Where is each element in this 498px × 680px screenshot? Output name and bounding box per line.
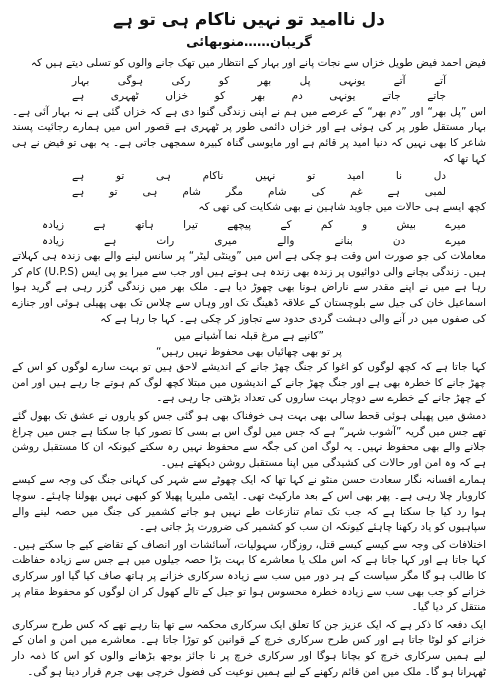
paragraph: ایک دفعہ کا ذکر ہے کہ ایک عزیز جن کا تعلق ایک سرکاری محکمہ سے تھا بتا رہے تھے کہ کس طرح سرکاری خزانے کو لوٹا جاتا ہے اور کس طرح سرکاری خرچ کے قوانین کو توڑا جاتا ہے۔ معاشرے میں امن و امان کے لیے ہمیں سرکاری خرچ کو بچانا ہوگا اور سرکاری خرچ پر نا جائز بوجھ بڑھانے والوں کو اس کا ذمہ دار ٹھہرانا ہو گا۔ ملک میں امن قائم رکھنے کے لیے ہمیں نوعیت کی فضول خرچی بھی جرم قرار دینا ہو گی۔	[12, 618, 486, 678]
paragraph: اس ”پل بھر“ اور ”دم بھر“ کے عرصے میں ہم نے اپنی زندگی گنوا دی ہے کہ خزاں گئی ہے نہ بہار آئی ہے۔ بہار مستقل طور پر کی ہوئی ہے اور خزاں دائمی طور پر ٹھہری ہے قصور اس میں ہمارے رجائیت پسند شاعر کا بھی نہیں کہ دنیا امید پر قائم ہے اور مایوسی گناہ کبیرہ سمجھی جاتی ہے۔ یہ بھی تو فیض نے ہی کہا تھا کہ	[12, 105, 486, 165]
verse-line: پر تو بھی چھائیاں بھی محفوظ نہیں رہیں“	[156, 345, 342, 358]
verse-line: میرے دن بنانے والے میری رات ہے زیادہ	[42, 234, 466, 247]
verse-line: لمبی ہے غم کی شام مگر شام ہی تو ہے	[72, 185, 446, 198]
paragraph: دمشق میں پھیلی ہوئی قحط سالی بھی بہت ہی خوفناک بھی ہو گئی جس کو یاروں نے عشق تک بھول گئے تھے جس میں گریہ ”آشوب شہر“ ہے کہ جس میں لوگ اس بے بسی کا تصور کیا جا سکتا ہے جس میں چراغ جلانے والے بھی محفوظ نہیں۔ یہ لوگ امن کی جگہ سے محفوظ نہیں رہ سکتے کیونکہ ان کا مستقبل روشن ہے کہ وہ امن اور حالات کی کشیدگی میں اپنا مستقبل روشن دیکھتے ہیں۔	[12, 410, 486, 469]
paragraph: فیض احمد فیض طویل خزاں سے نجات پانے اور بہار کے انتظار میں تھک جانے والوں کو تسلی دیتے ہیں کہ	[30, 57, 486, 69]
paragraph: کہا جاتا ہے کہ کچھ لوگوں کو اغوا کر جنگ چھڑ جانے کے اندیشے لاحق ہیں تو بہت سارے لوگوں کو اس کے چھڑ جانے کا خطرہ بھی ہے اور جنگ چھڑ جانے کے اندیشوں میں مبتلا کچھ لوگ کم ہوتے جا رہے ہیں اور امن کے چھڑ جانے کے خطرے سے دوچار بہت ساروں کی تعداد بڑھتی جا رہی ہے۔	[12, 361, 486, 405]
verse-line: دل نا امید تو نہیں ناکام ہی تو ہے	[72, 170, 446, 183]
verse-line: آتے آتے یونہی پل بھر کو رکی ہوگی بہار	[72, 74, 446, 87]
paragraph: ہمارے افسانہ نگار سعادت حسن منٹو نے کہا تھا کہ ایک چھوٹے سے شہر کی کہانی جنگ کی وجہ سے کیسے کاروبار چلا رہی ہے۔ پھر بھی اس کے بعد مارکیٹ تھی۔ ایٹمی ملیریا پھیلا کو کبھی نہیں بھولنا چاہئے۔ سوچا ہوا رد کیا جا سکتا ہے کہ جب تک تمام تنازعات طے نہیں ہو جاتے کشمیر کی جنگ میں حصہ لینے والے سپاہیوں کو یاد رکھنا چاہئے کیونکہ ان سب کو کشمیر کی ضرورت پڑ جاتی ہے۔	[12, 474, 486, 534]
paragraph: کچھ ایسے ہی حالات میں جاوید شاہین نے بھی شکایت کی تھی کہ	[198, 201, 486, 214]
paragraph: معاملات کی جو صورت اس وقت ہو چکی ہے اس میں ”وینٹی لیٹر“ پر سانس لینے والے بھی زندہ ہی کہلاتے ہیں۔ زندگی بچانے والی دوائیوں پر زندہ بھی زندہ ہی ہوتے ہیں اور جب سے میرا یو پی ایس (U.P.S) کام کر رہا ہے میں نے اپنے مقدر سے ناراض ہونا بھی چھوڑ دیا ہے۔ ملک بھر میں زندگی گزر رہی ہے گرید ہوا اسماعیل خان کی جیل سے بلوچستان کے علاقہ ڈھینگ تک اور وہاں سے چلاس تک بھی پھیلی ہوئی اور جنازے کی صفوں میں در آنے والی دہشت گردی حدود سے تجاوز کر چکی ہے۔ کہا جا رہا ہے کہ	[12, 250, 486, 325]
verse-line: ”کانپے ہے مرغ قبلہ نما آشیانے میں	[174, 330, 324, 343]
column-headline: دل ناامید تو نہیں ناکام ہی تو ہے	[112, 10, 386, 30]
column-byline: گریبان……منوبھائی	[186, 35, 312, 50]
verse-line: میرے بیش و کم کے پیچھے تیرا ہاتھ ہے زیادہ	[42, 218, 466, 231]
verse-line: جاتے جاتے یونہی دم بھر کو خزاں ٹھہری ہے	[72, 90, 446, 103]
paragraph: اختلافات کی وجہ سے کیسے کیسے قتل، روزگار، سہولیات، آسائشات اور انصاف کے تقاضے کیے جا سکتے ہیں۔ کہا جاتا ہے اور کہا جاتا ہے کہ اس ملک یا معاشرے کا بہت بڑا حصہ جیلوں میں ہے جس سے زیادہ حفاظت کا طالب ہو گا مگر سیاست کے ہر دور میں سب سے زیادہ سرکاری خزانے پر ہاتھ صاف کیا گیا اور سرکاری خزانے کو جب بھی سب سے زیادہ خطرہ محسوس ہوا تو جیل کے تالے کھول کر ان لوگوں کو محفوظ مقام پر منتقل کر دیا گیا۔	[12, 538, 486, 614]
